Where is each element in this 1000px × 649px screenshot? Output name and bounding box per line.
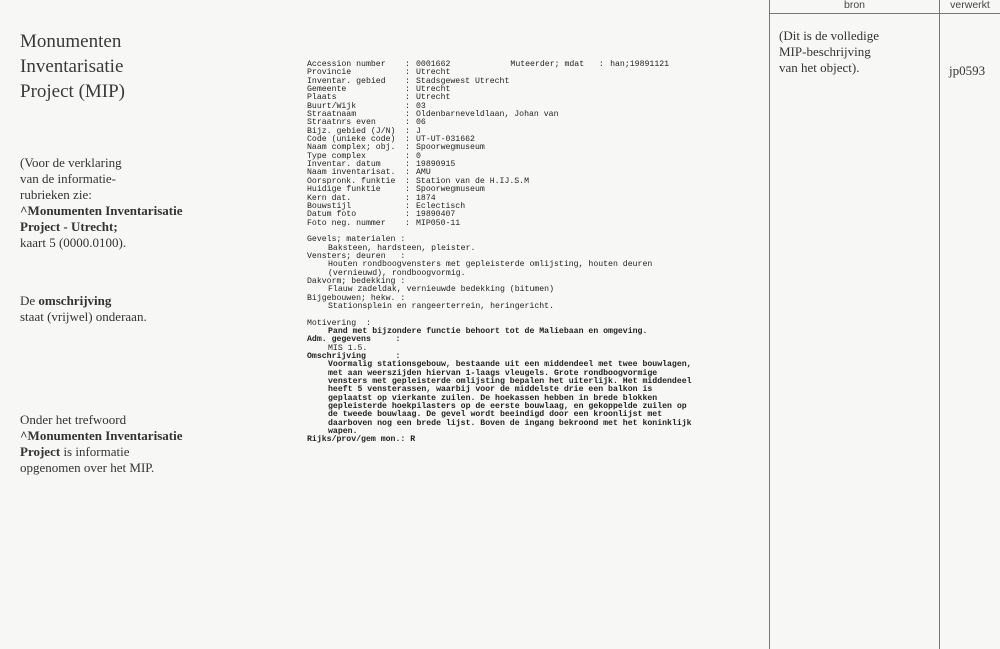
dakvorm-text: Flauw zadeldak, vernieuwde bedekking (bitumen) <box>328 285 555 295</box>
field-row: Straatnaam : Oldenbarneveldlaan, Johan van <box>307 110 559 120</box>
field-row: Gemeente : Utrecht <box>307 85 451 95</box>
vensters-text: Houten rondboogvensters met gepleisterde omlijsting, houten deuren (vernieuwd), rondboogvormig. <box>328 260 653 278</box>
accession-row: Accession number : 0001662 Muteerder; mdat : han;19891121 <box>307 60 670 69</box>
field-value: 06 <box>416 118 426 128</box>
field-value: Eclectisch <box>416 201 466 211</box>
vensters-label: Vensters; deuren : <box>307 251 406 261</box>
note1-text: (Voor de verklaring van de informatie- rubrieken zie: <box>20 155 122 202</box>
bron-header: bron <box>843 0 865 11</box>
note3-keyword: ^Monumenten Inventarisatie Project <box>20 428 183 459</box>
field-label: Datum foto <box>307 210 357 220</box>
description-note <box>20 293 250 325</box>
note2-text: De <box>20 293 39 308</box>
field-value: AMU <box>416 168 431 178</box>
verwerkt-header: verwerkt <box>950 0 990 11</box>
field-row: Bouwstijl : Eclectisch <box>307 201 466 211</box>
adm-text: MIS 1.5. <box>328 343 368 353</box>
field-value: 19890407 <box>416 210 456 220</box>
field-label: Type complex <box>307 151 366 161</box>
field-label: Foto neg. nummer <box>307 218 386 228</box>
field-label: Gemeente <box>307 85 347 95</box>
motivering-row: Motivering : <box>307 318 371 328</box>
mip-record <box>307 61 762 445</box>
field-row: Provincie : Utrecht <box>307 68 451 78</box>
field-value: Oldenbarneveldlaan, Johan van <box>416 110 559 120</box>
field-row: Huidige funktie : Spoorwegmuseum <box>307 185 485 195</box>
note1-reference: ^Monumenten Inventarisatie Project - Utrecht; <box>20 203 183 234</box>
keyword-note <box>20 412 250 476</box>
field-row: Buurt/Wijk : 03 <box>307 101 426 111</box>
field-row: Straatnrs even : 06 <box>307 118 426 128</box>
rijks-row <box>307 436 762 444</box>
note3-text: Onder het trefwoord <box>20 412 127 427</box>
field-label: Oorspronk. funktie <box>307 176 396 186</box>
field-value: 0 <box>416 151 421 161</box>
field-value: 19890915 <box>416 160 456 170</box>
field-label: Huidige funktie <box>307 185 381 195</box>
field-value: Stadsgewest Utrecht <box>416 76 510 86</box>
header-rule <box>769 13 1000 14</box>
adm-row: Adm. gegevens : <box>307 335 401 345</box>
field-row: Inventar. datum : 19890915 <box>307 160 456 170</box>
field-value: Station van de H.IJ.S.M <box>416 176 530 186</box>
field-row: Type complex : 0 <box>307 151 421 161</box>
field-row: Code (unieke code) : UT-UT-031662 <box>307 135 475 145</box>
bijgebouwen-label: Bijgebouwen; hekw. : <box>307 293 406 303</box>
field-label: Code (unieke code) <box>307 135 396 145</box>
verwerkt-code: jp0593 <box>949 63 986 78</box>
field-value: 03 <box>416 101 426 111</box>
field-label: Inventar. gebied <box>307 76 386 86</box>
page-title: Monumenten Inventarisatie Project (MIP) <box>20 31 126 102</box>
rijks-value: R <box>410 435 416 445</box>
gevels-text: Baksteen, hardsteen, pleister. <box>328 243 476 253</box>
omschrijving-label: Omschrijving <box>307 352 366 362</box>
field-label: Buurt/Wijk <box>307 101 357 111</box>
gevels-label: Gevels; materialen : <box>307 235 406 245</box>
dakvorm-label: Dakvorm; bedekking : <box>307 276 406 286</box>
field-label: Naam complex; obj. <box>307 143 396 153</box>
field-row: Foto neg. nummer : MIP050-11 <box>307 218 461 228</box>
field-row: Bijz. gebied (J/N) : J <box>307 126 421 136</box>
field-row: Oorspronk. funktie : Station van de H.IJ.S.M <box>307 176 530 186</box>
note2-text-end: staat (vrijwel) onderaan. <box>20 309 147 324</box>
field-label: Bijz. gebied (J/N) <box>307 126 396 136</box>
adm-label: Adm. gegevens <box>307 335 371 345</box>
field-row: Naam inventarisat. : AMU <box>307 168 431 178</box>
mutator-value: han;19891121 <box>610 60 670 69</box>
field-label: Kern dat. <box>307 193 352 203</box>
field-value: Utrecht <box>416 68 451 78</box>
field-label: Plaats <box>307 93 337 103</box>
motivering-text: Pand met bijzondere functie behoort tot de Maliebaan en omgeving. <box>328 327 648 336</box>
field-value: J <box>416 126 421 136</box>
field-label: Straatnrs even <box>307 118 376 128</box>
field-label: Provincie <box>307 68 352 78</box>
field-list <box>307 69 762 228</box>
accession-value: 0001662 <box>416 60 451 69</box>
field-value: UT-UT-031662 <box>416 135 475 145</box>
field-value: MIP050-11 <box>416 218 461 228</box>
column-divider <box>939 0 940 649</box>
field-value: Utrecht <box>416 93 451 103</box>
field-label: Inventar. datum <box>307 160 381 170</box>
accession-label: Accession number <box>307 60 386 69</box>
note1-card: kaart 5 (0000.0100). <box>20 235 127 250</box>
rijks-label: Rijks/prov/gem mon.: <box>307 435 406 445</box>
field-row: Naam complex; obj. : Spoorwegmuseum <box>307 143 485 153</box>
field-label: Naam inventarisat. <box>307 168 396 178</box>
field-row: Plaats : Utrecht <box>307 93 451 103</box>
field-label: Bouwstijl <box>307 201 352 211</box>
field-value: Spoorwegmuseum <box>416 143 485 153</box>
mutator-label: Muteerder; mdat <box>510 60 585 69</box>
explanation-note <box>20 155 250 251</box>
field-value: Spoorwegmuseum <box>416 185 485 195</box>
bron-text: (Dit is de volledige MIP-beschrijving van het object). <box>779 28 880 75</box>
field-row: Datum foto : 19890407 <box>307 210 456 220</box>
note2-keyword: omschrijving <box>38 293 112 308</box>
column-divider <box>769 0 770 649</box>
omschrijving-row: Omschrijving : <box>307 352 401 362</box>
field-value: 1874 <box>416 193 436 203</box>
bijgebouwen-text: Stationsplein en rangeerterrein, heringericht. <box>328 301 555 311</box>
omschrijving-text: Voormalig stationsgebouw, bestaande uit een middendeel met twee bouwlagen, met aan weerszijden hiervan 1-laags vleugels. Grote rondboogvormige vensters met gepleisterde omlijsting bepalen het uiterlijk. Het middendeel heeft 5 vensterassen, waarbij voor de middelste drie een balkon is geplaatst op vierkante zuilen. De hoekassen hebben in brede blokken gepleisterde hoekpilasters op de eerste bouwlaag, en gekoppelde zuilen op de tweede bouwlaag. De gevel wordt beeindigd door een kroonlijst met daarboven nog een brede lijst. Boven de ingang bekroond met het koninklijk wapen. <box>328 360 692 437</box>
note3-text-end: is informatie opgenomen over het MIP. <box>20 444 155 475</box>
field-row: Inventar. gebied : Stadsgewest Utrecht <box>307 76 510 86</box>
motivering-label: Motivering <box>307 318 357 328</box>
field-value: Utrecht <box>416 85 451 95</box>
field-row: Kern dat. : 1874 <box>307 193 436 203</box>
field-label: Straatnaam <box>307 110 357 120</box>
